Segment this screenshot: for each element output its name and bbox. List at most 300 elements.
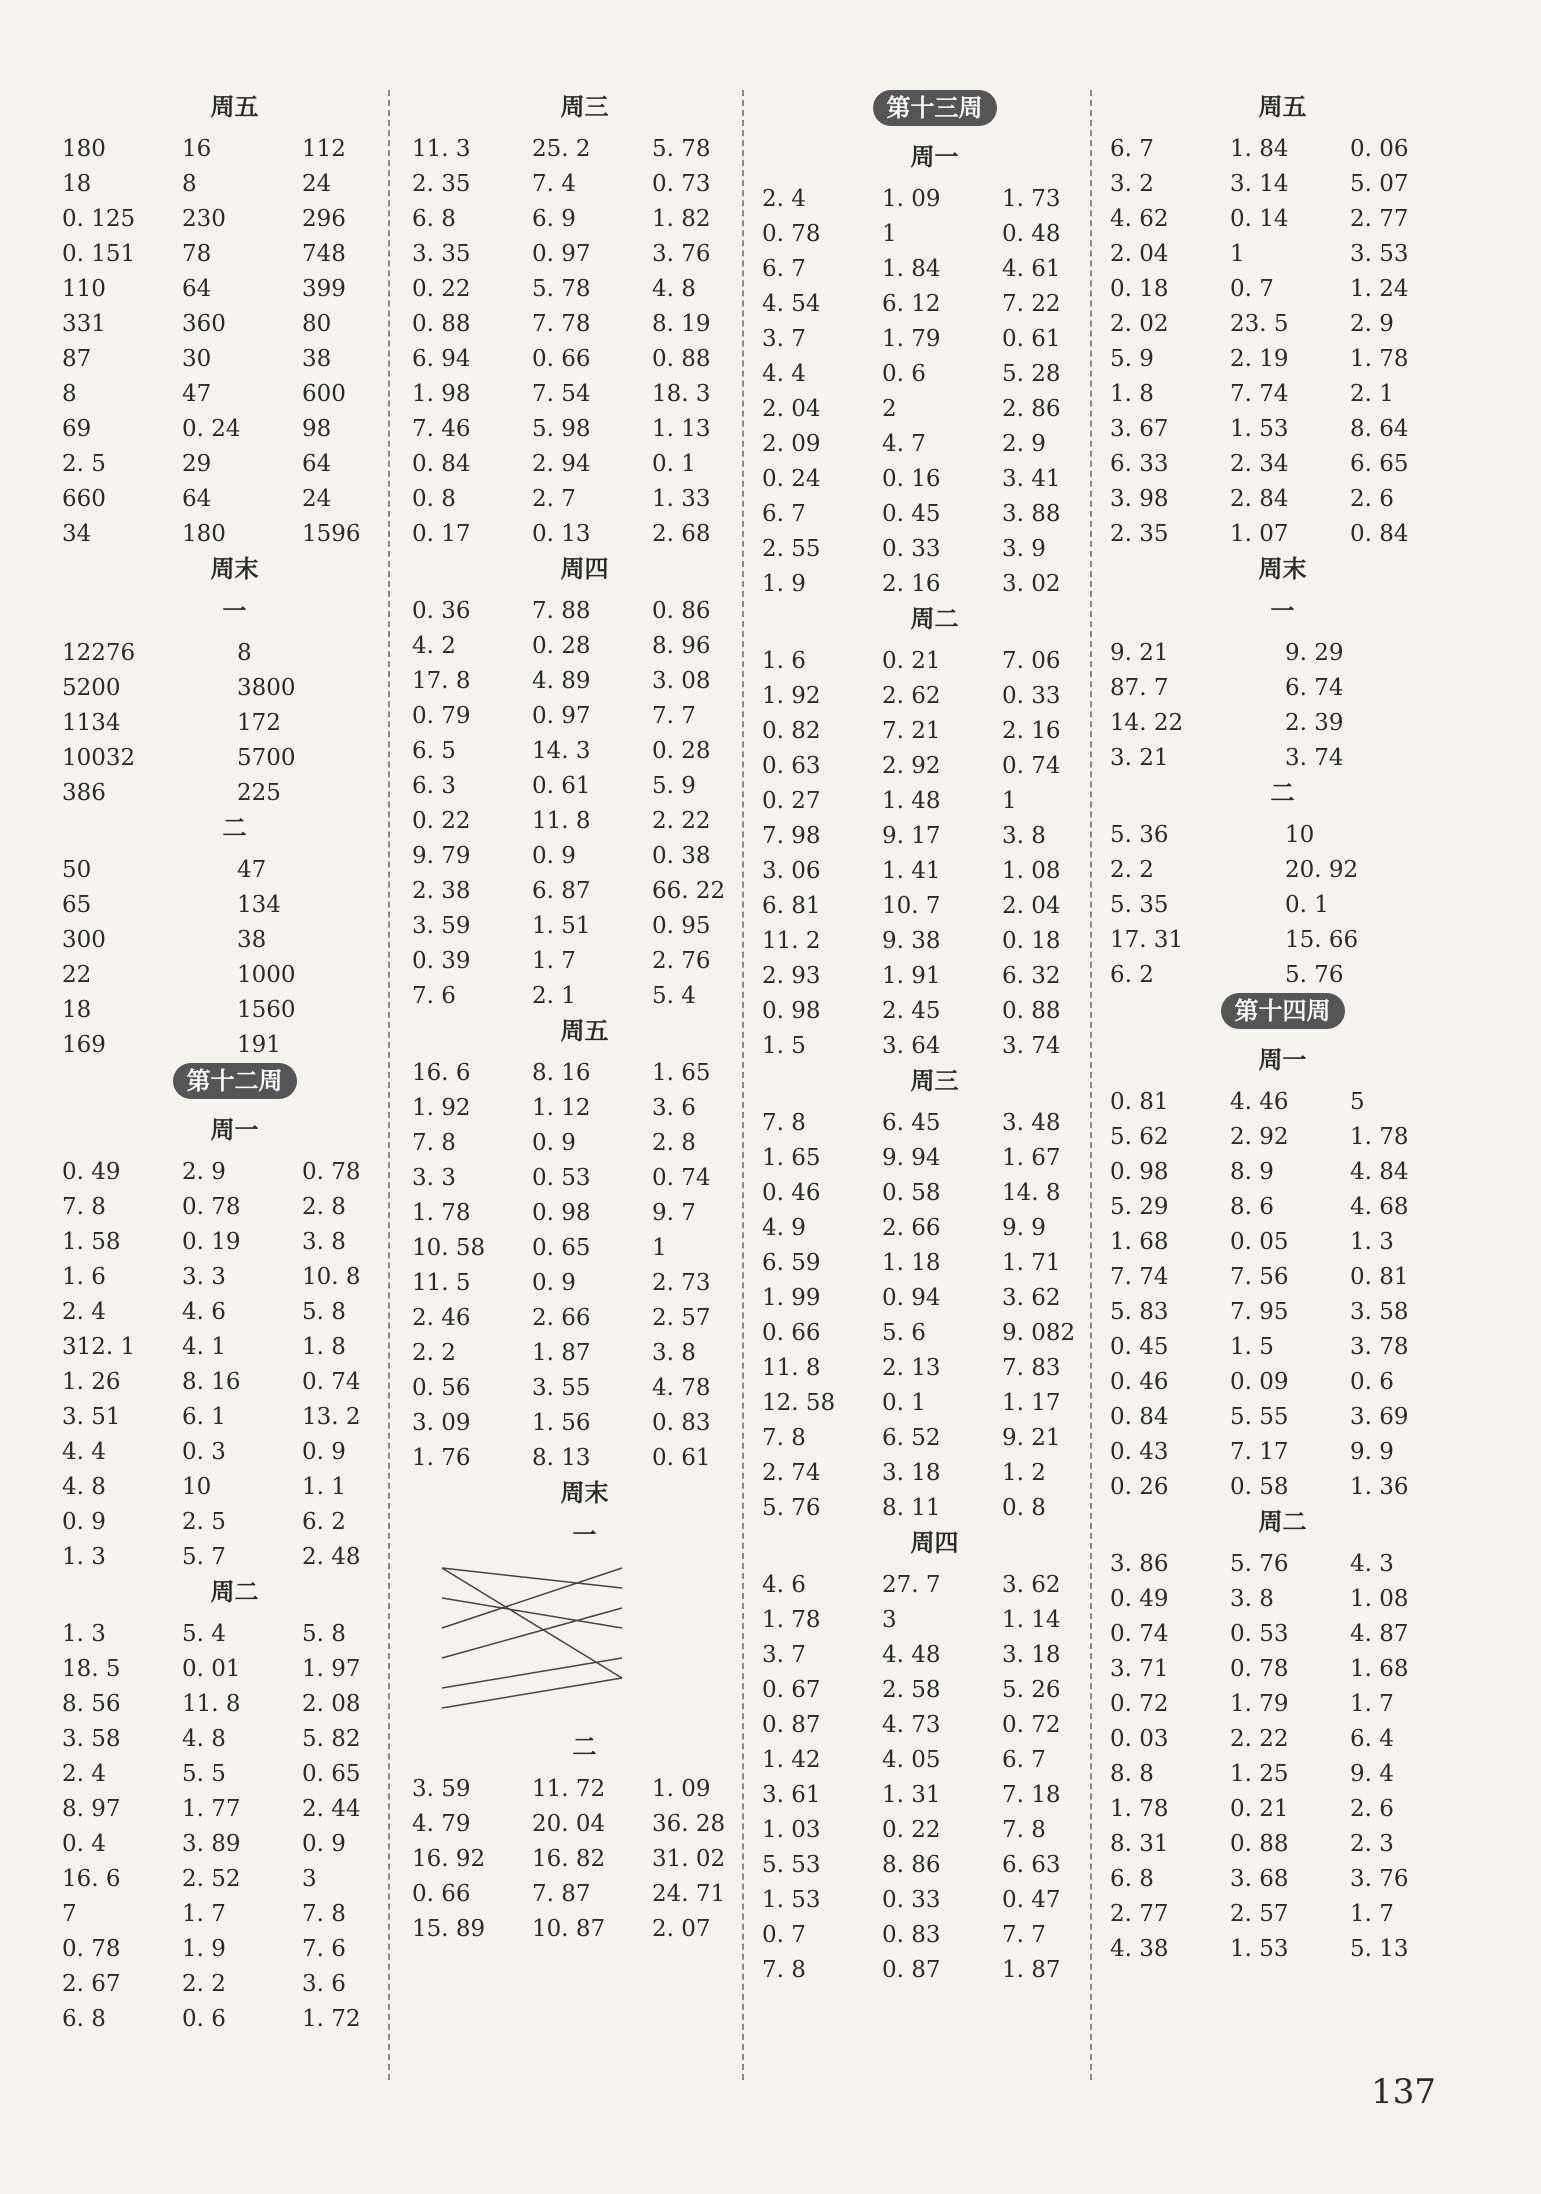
answer-value: 1. 41 xyxy=(882,858,941,884)
answer-value: 191 xyxy=(237,1032,281,1058)
answer-value: 7. 7 xyxy=(652,703,696,729)
answer-row xyxy=(762,819,1107,854)
answer-value: 0. 01 xyxy=(182,1656,241,1682)
section-heading: 周一 xyxy=(1258,1046,1307,1074)
answer-value: 0. 24 xyxy=(762,466,821,492)
answer-value: 2. 52 xyxy=(182,1866,241,1892)
section-heading: 周三 xyxy=(910,1067,959,1095)
answer-value: 3. 8 xyxy=(302,1229,346,1255)
answer-row xyxy=(412,1371,757,1406)
answer-value: 2. 57 xyxy=(1230,1901,1289,1927)
answer-value: 5. 9 xyxy=(1110,346,1154,372)
answer-value: 1. 99 xyxy=(762,1285,821,1311)
answer-value: 3. 8 xyxy=(1230,1586,1274,1612)
answer-value: 11. 8 xyxy=(762,1355,821,1381)
answer-value: 1. 2 xyxy=(1002,1460,1046,1486)
answer-value: 6. 8 xyxy=(62,2006,106,2032)
week-badge: 第十四周 xyxy=(1221,993,1345,1029)
answer-value: 5. 07 xyxy=(1350,171,1409,197)
answer-row xyxy=(1110,447,1455,482)
week-badge-wrap xyxy=(762,90,1107,130)
answer-value: 1. 09 xyxy=(882,186,941,212)
answer-row xyxy=(62,1687,407,1722)
answer-row xyxy=(412,1406,757,1441)
column-divider xyxy=(742,90,744,2080)
answer-value: 5. 98 xyxy=(532,416,591,442)
answer-value: 1. 92 xyxy=(412,1095,471,1121)
answer-row xyxy=(62,1400,407,1435)
answer-value: 0. 33 xyxy=(882,1887,941,1913)
answer-row xyxy=(1110,167,1455,202)
answer-value: 0. 18 xyxy=(1110,276,1169,302)
column-divider xyxy=(1090,90,1092,2080)
answer-value: 2. 45 xyxy=(882,998,941,1024)
answer-value: 0. 18 xyxy=(1002,928,1061,954)
answer-row xyxy=(1110,1435,1455,1470)
answer-value: 0. 9 xyxy=(62,1509,106,1535)
answer-row xyxy=(62,202,407,237)
answer-value: 34 xyxy=(62,521,92,547)
answer-value: 3. 86 xyxy=(1110,1551,1169,1577)
answer-value: 1. 53 xyxy=(1230,416,1289,442)
answer-value: 1 xyxy=(882,221,897,247)
answer-value: 2. 46 xyxy=(412,1305,471,1331)
answer-value: 0. 94 xyxy=(882,1285,941,1311)
answer-row xyxy=(412,1441,757,1476)
answer-value: 2. 22 xyxy=(1230,1726,1289,1752)
answer-row xyxy=(762,1883,1107,1918)
answer-value: 9. 79 xyxy=(412,843,471,869)
answer-value: 38 xyxy=(302,346,332,372)
answer-value: 8. 96 xyxy=(652,633,711,659)
answer-value: 98 xyxy=(302,416,332,442)
answer-value: 11. 72 xyxy=(532,1776,606,1802)
answer-value: 180 xyxy=(62,136,106,162)
answer-value: 6. 94 xyxy=(412,346,471,372)
answer-value: 0. 33 xyxy=(1002,683,1061,709)
answer-value: 2. 1 xyxy=(532,983,576,1009)
answer-value: 0. 47 xyxy=(1002,1887,1061,1913)
answer-row xyxy=(412,307,757,342)
answer-value: 2. 08 xyxy=(302,1691,361,1717)
answer-value: 0. 05 xyxy=(1230,1229,1289,1255)
answer-value: 600 xyxy=(302,381,346,407)
answer-value: 16. 92 xyxy=(412,1846,486,1872)
answer-value: 1. 3 xyxy=(62,1621,106,1647)
answer-row xyxy=(1110,1120,1455,1155)
answer-value: 3. 76 xyxy=(652,241,711,267)
answer-value: 3. 21 xyxy=(1110,745,1169,771)
answer-value: 3. 89 xyxy=(182,1831,241,1857)
answer-value: 11. 8 xyxy=(532,808,591,834)
answer-value: 0. 53 xyxy=(1230,1621,1289,1647)
answer-value: 64 xyxy=(182,276,212,302)
answer-value: 24 xyxy=(302,171,332,197)
answer-value: 2. 8 xyxy=(302,1194,346,1220)
answer-row xyxy=(762,1386,1107,1421)
answer-row xyxy=(412,734,757,769)
section-heading: 周一 xyxy=(910,143,959,171)
answer-value: 5. 5 xyxy=(182,1761,226,1787)
answer-row xyxy=(412,1772,757,1807)
answer-row xyxy=(762,889,1107,924)
answer-value: 0. 8 xyxy=(1002,1495,1046,1521)
answer-row xyxy=(62,1470,407,1505)
answer-value: 296 xyxy=(302,206,346,232)
answer-value: 0. 84 xyxy=(1110,1404,1169,1430)
answer-row xyxy=(412,1056,757,1091)
answer-value: 7. 4 xyxy=(532,171,576,197)
answer-value: 13. 2 xyxy=(302,1404,361,1430)
answer-value: 4. 05 xyxy=(882,1747,941,1773)
answer-value: 11. 2 xyxy=(762,928,821,954)
answer-value: 11. 5 xyxy=(412,1270,471,1296)
answer-value: 11. 3 xyxy=(412,136,471,162)
answer-value: 16. 82 xyxy=(532,1846,606,1872)
answer-value: 7. 98 xyxy=(762,823,821,849)
answer-value: 7. 22 xyxy=(1002,291,1061,317)
answer-row xyxy=(762,1351,1107,1386)
answer-value: 2. 7 xyxy=(532,486,576,512)
answer-value: 1. 08 xyxy=(1350,1586,1409,1612)
answer-value: 0. 43 xyxy=(1110,1439,1169,1465)
answer-row xyxy=(412,839,757,874)
answer-value: 5700 xyxy=(237,745,296,771)
answer-column-4 xyxy=(1110,90,1455,1967)
answer-value: 1. 26 xyxy=(62,1369,121,1395)
answer-row xyxy=(62,1365,407,1400)
answer-row xyxy=(62,888,407,923)
answer-row xyxy=(1110,1225,1455,1260)
answer-value: 8. 6 xyxy=(1230,1194,1274,1220)
answer-value: 1. 9 xyxy=(182,1936,226,1962)
answer-value: 3. 41 xyxy=(1002,466,1061,492)
answer-value: 0. 86 xyxy=(652,598,711,624)
answer-value: 8. 56 xyxy=(62,1691,121,1717)
answer-value: 1. 3 xyxy=(62,1544,106,1570)
answer-row xyxy=(762,1953,1107,1988)
answer-value: 64 xyxy=(182,486,212,512)
answer-value: 2. 5 xyxy=(62,451,106,477)
answer-row xyxy=(62,1295,407,1330)
answer-value: 3. 59 xyxy=(412,913,471,939)
answer-row xyxy=(1110,1932,1455,1967)
answer-value: 3 xyxy=(882,1607,897,1633)
answer-row xyxy=(62,706,407,741)
answer-value: 9. 082 xyxy=(1002,1320,1076,1346)
answer-value: 7. 78 xyxy=(532,311,591,337)
answer-value: 0. 83 xyxy=(882,1922,941,1948)
answer-value: 2. 92 xyxy=(882,753,941,779)
answer-value: 2. 8 xyxy=(652,1130,696,1156)
answer-value: 0. 81 xyxy=(1350,1264,1409,1290)
answer-value: 12276 xyxy=(62,640,136,666)
answer-value: 7. 8 xyxy=(762,1425,806,1451)
answer-value: 180 xyxy=(182,521,226,547)
answer-value: 2. 9 xyxy=(1002,431,1046,457)
answer-value: 1. 78 xyxy=(1110,1796,1169,1822)
answer-value: 4. 61 xyxy=(1002,256,1061,282)
answer-value: 2. 62 xyxy=(882,683,941,709)
answer-row xyxy=(762,1029,1107,1064)
answer-value: 7. 6 xyxy=(412,983,456,1009)
answer-value: 5. 9 xyxy=(652,773,696,799)
answer-value: 4. 8 xyxy=(652,276,696,302)
answer-value: 4. 89 xyxy=(532,668,591,694)
answer-value: 0. 74 xyxy=(652,1165,711,1191)
section-heading: 周四 xyxy=(910,1529,959,1557)
answer-row xyxy=(1110,1547,1455,1582)
answer-value: 0. 66 xyxy=(762,1320,821,1346)
answer-row xyxy=(62,853,407,888)
answer-value: 22 xyxy=(62,962,92,988)
answer-row xyxy=(1110,888,1455,923)
answer-value: 134 xyxy=(237,892,281,918)
answer-value: 3. 7 xyxy=(762,1642,806,1668)
answer-value: 7. 8 xyxy=(62,1194,106,1220)
answer-value: 5. 8 xyxy=(302,1621,346,1647)
answer-value: 225 xyxy=(237,780,281,806)
answer-row xyxy=(762,1281,1107,1316)
answer-value: 2. 2 xyxy=(412,1340,456,1366)
answer-value: 2. 16 xyxy=(1002,718,1061,744)
answer-value: 4. 68 xyxy=(1350,1194,1409,1220)
answer-value: 1. 67 xyxy=(1002,1145,1061,1171)
answer-value: 0. 84 xyxy=(412,451,471,477)
answer-value: 6. 7 xyxy=(1110,136,1154,162)
answer-row xyxy=(412,594,757,629)
answer-value: 4. 78 xyxy=(652,1375,711,1401)
answer-value: 50 xyxy=(62,857,92,883)
answer-value: 3. 8 xyxy=(652,1340,696,1366)
answer-value: 0. 78 xyxy=(62,1936,121,1962)
answer-value: 0. 88 xyxy=(652,346,711,372)
answer-value: 3. 59 xyxy=(412,1776,471,1802)
answer-value: 1. 58 xyxy=(62,1229,121,1255)
answer-row xyxy=(62,958,407,993)
answer-row xyxy=(762,784,1107,819)
answer-value: 5. 35 xyxy=(1110,892,1169,918)
answer-row xyxy=(62,482,407,517)
answer-value: 6. 8 xyxy=(1110,1866,1154,1892)
answer-value: 64 xyxy=(302,451,332,477)
answer-value: 0. 63 xyxy=(762,753,821,779)
matching-line xyxy=(442,1678,622,1708)
answer-value: 2 xyxy=(882,396,897,422)
answer-value: 1. 25 xyxy=(1230,1761,1289,1787)
answer-value: 0. 38 xyxy=(652,843,711,869)
answer-value: 15. 66 xyxy=(1285,927,1359,953)
answer-column-1 xyxy=(62,90,407,2037)
answer-row xyxy=(1110,1792,1455,1827)
answer-row xyxy=(412,1807,757,1842)
answer-row xyxy=(762,1708,1107,1743)
answer-row xyxy=(762,714,1107,749)
answer-value: 2. 02 xyxy=(1110,311,1169,337)
answer-value: 172 xyxy=(237,710,281,736)
answer-value: 1. 7 xyxy=(532,948,576,974)
answer-value: 1. 6 xyxy=(762,648,806,674)
answer-value: 4. 46 xyxy=(1230,1089,1289,1115)
answer-row xyxy=(762,1106,1107,1141)
answer-value: 1. 09 xyxy=(652,1776,711,1802)
answer-value: 0. 67 xyxy=(762,1677,821,1703)
answer-value: 3. 68 xyxy=(1230,1866,1289,1892)
answer-value: 2. 5 xyxy=(182,1509,226,1535)
section-heading: 周五 xyxy=(210,93,259,121)
answer-value: 5200 xyxy=(62,675,121,701)
answer-row xyxy=(412,482,757,517)
answer-row xyxy=(62,1652,407,1687)
answer-value: 0. 87 xyxy=(762,1712,821,1738)
answer-value: 2. 4 xyxy=(762,186,806,212)
answer-value: 1 xyxy=(652,1235,667,1261)
answer-value: 3. 35 xyxy=(412,241,471,267)
answer-value: 4. 7 xyxy=(882,431,926,457)
answer-value: 30 xyxy=(182,346,212,372)
answer-value: 23. 5 xyxy=(1230,311,1289,337)
answer-value: 1. 92 xyxy=(762,683,821,709)
answer-value: 0. 3 xyxy=(182,1439,226,1465)
answer-value: 4. 2 xyxy=(412,633,456,659)
answer-row xyxy=(1110,671,1455,706)
answer-value: 0. 45 xyxy=(882,501,941,527)
week-badge-wrap xyxy=(62,1063,407,1103)
answer-value: 0. 97 xyxy=(532,703,591,729)
answer-value: 660 xyxy=(62,486,106,512)
answer-value: 1. 08 xyxy=(1002,858,1061,884)
answer-row xyxy=(62,412,407,447)
answer-row xyxy=(762,749,1107,784)
section-heading: 二 xyxy=(1270,779,1295,807)
answer-value: 2. 07 xyxy=(652,1916,711,1942)
answer-value: 0. 4 xyxy=(62,1831,106,1857)
answer-value: 8. 13 xyxy=(532,1445,591,1471)
answer-value: 0. 74 xyxy=(302,1369,361,1395)
answer-value: 0. 88 xyxy=(412,311,471,337)
answer-value: 10. 8 xyxy=(302,1264,361,1290)
section-heading: 周末 xyxy=(210,555,259,583)
answer-value: 1. 12 xyxy=(532,1095,591,1121)
answer-value: 0. 28 xyxy=(532,633,591,659)
answer-row xyxy=(412,629,757,664)
answer-value: 0. 48 xyxy=(1002,221,1061,247)
answer-value: 9. 94 xyxy=(882,1145,941,1171)
answer-value: 9. 9 xyxy=(1002,1215,1046,1241)
answer-column-3 xyxy=(762,90,1107,1988)
answer-value: 6. 2 xyxy=(1110,962,1154,988)
answer-value: 331 xyxy=(62,311,106,337)
answer-value: 4. 73 xyxy=(882,1712,941,1738)
answer-value: 47 xyxy=(237,857,267,883)
answer-value: 0. 9 xyxy=(532,1130,576,1156)
answer-row xyxy=(1110,1155,1455,1190)
answer-value: 0. 98 xyxy=(1110,1159,1169,1185)
answer-value: 0. 6 xyxy=(1350,1369,1394,1395)
answer-value: 24. 71 xyxy=(652,1881,726,1907)
answer-value: 24 xyxy=(302,486,332,512)
answer-value: 4. 87 xyxy=(1350,1621,1409,1647)
answer-value: 0. 1 xyxy=(652,451,696,477)
answer-row xyxy=(762,1918,1107,1953)
answer-value: 0. 72 xyxy=(1110,1691,1169,1717)
answer-value: 4. 3 xyxy=(1350,1551,1394,1577)
answer-value: 5 xyxy=(1350,1089,1365,1115)
answer-value: 8. 11 xyxy=(882,1495,941,1521)
answer-value: 0. 22 xyxy=(412,808,471,834)
answer-row xyxy=(762,182,1107,217)
answer-value: 6. 9 xyxy=(532,206,576,232)
answer-value: 8 xyxy=(182,171,197,197)
answer-value: 0. 22 xyxy=(412,276,471,302)
answer-row xyxy=(412,874,757,909)
answer-value: 0. 21 xyxy=(1230,1796,1289,1822)
answer-value: 3. 74 xyxy=(1285,745,1344,771)
answer-value: 1. 71 xyxy=(1002,1250,1061,1276)
answer-row xyxy=(762,1743,1107,1778)
answer-row xyxy=(1110,1687,1455,1722)
section-heading: 周五 xyxy=(1258,93,1307,121)
answer-value: 2. 44 xyxy=(302,1796,361,1822)
answer-row xyxy=(1110,202,1455,237)
answer-value: 386 xyxy=(62,780,106,806)
answer-column-2 xyxy=(412,90,757,1947)
section-heading: 周三 xyxy=(560,93,609,121)
answer-value: 6. 3 xyxy=(412,773,456,799)
answer-value: 6. 8 xyxy=(412,206,456,232)
answer-value: 10. 7 xyxy=(882,893,941,919)
answer-value: 5. 82 xyxy=(302,1726,361,1752)
page-number: 137 xyxy=(1371,2072,1436,2112)
answer-value: 10. 58 xyxy=(412,1235,486,1261)
answer-row xyxy=(762,1673,1107,1708)
answer-row xyxy=(412,377,757,412)
answer-value: 0. 79 xyxy=(412,703,471,729)
answer-row xyxy=(62,636,407,671)
answer-row xyxy=(762,994,1107,1029)
week-badge: 第十三周 xyxy=(873,90,997,126)
answer-value: 2. 2 xyxy=(182,1971,226,1997)
answer-value: 4. 54 xyxy=(762,291,821,317)
answer-value: 1. 68 xyxy=(1350,1656,1409,1682)
answer-value: 3 xyxy=(302,1866,317,1892)
answer-value: 2. 73 xyxy=(652,1270,711,1296)
answer-value: 0. 03 xyxy=(1110,1726,1169,1752)
answer-value: 2. 77 xyxy=(1110,1901,1169,1927)
answer-value: 1. 31 xyxy=(882,1782,941,1808)
answer-value: 169 xyxy=(62,1032,106,1058)
answer-value: 0. 83 xyxy=(652,1410,711,1436)
answer-row xyxy=(762,1176,1107,1211)
answer-value: 1. 24 xyxy=(1350,276,1409,302)
answer-value: 1. 51 xyxy=(532,913,591,939)
answer-row xyxy=(762,959,1107,994)
answer-row xyxy=(412,769,757,804)
answer-value: 1. 6 xyxy=(62,1264,106,1290)
answer-value: 3. 9 xyxy=(1002,536,1046,562)
answer-row xyxy=(412,979,757,1014)
answer-value: 7. 8 xyxy=(762,1110,806,1136)
answer-value: 3800 xyxy=(237,675,296,701)
answer-value: 2. 92 xyxy=(1230,1124,1289,1150)
answer-value: 7. 8 xyxy=(302,1901,346,1927)
answer-value: 5. 26 xyxy=(1002,1677,1061,1703)
answer-value: 0. 82 xyxy=(762,718,821,744)
answer-row xyxy=(762,217,1107,252)
answer-value: 8. 86 xyxy=(882,1852,941,1878)
answer-value: 360 xyxy=(182,311,226,337)
answer-row xyxy=(762,462,1107,497)
